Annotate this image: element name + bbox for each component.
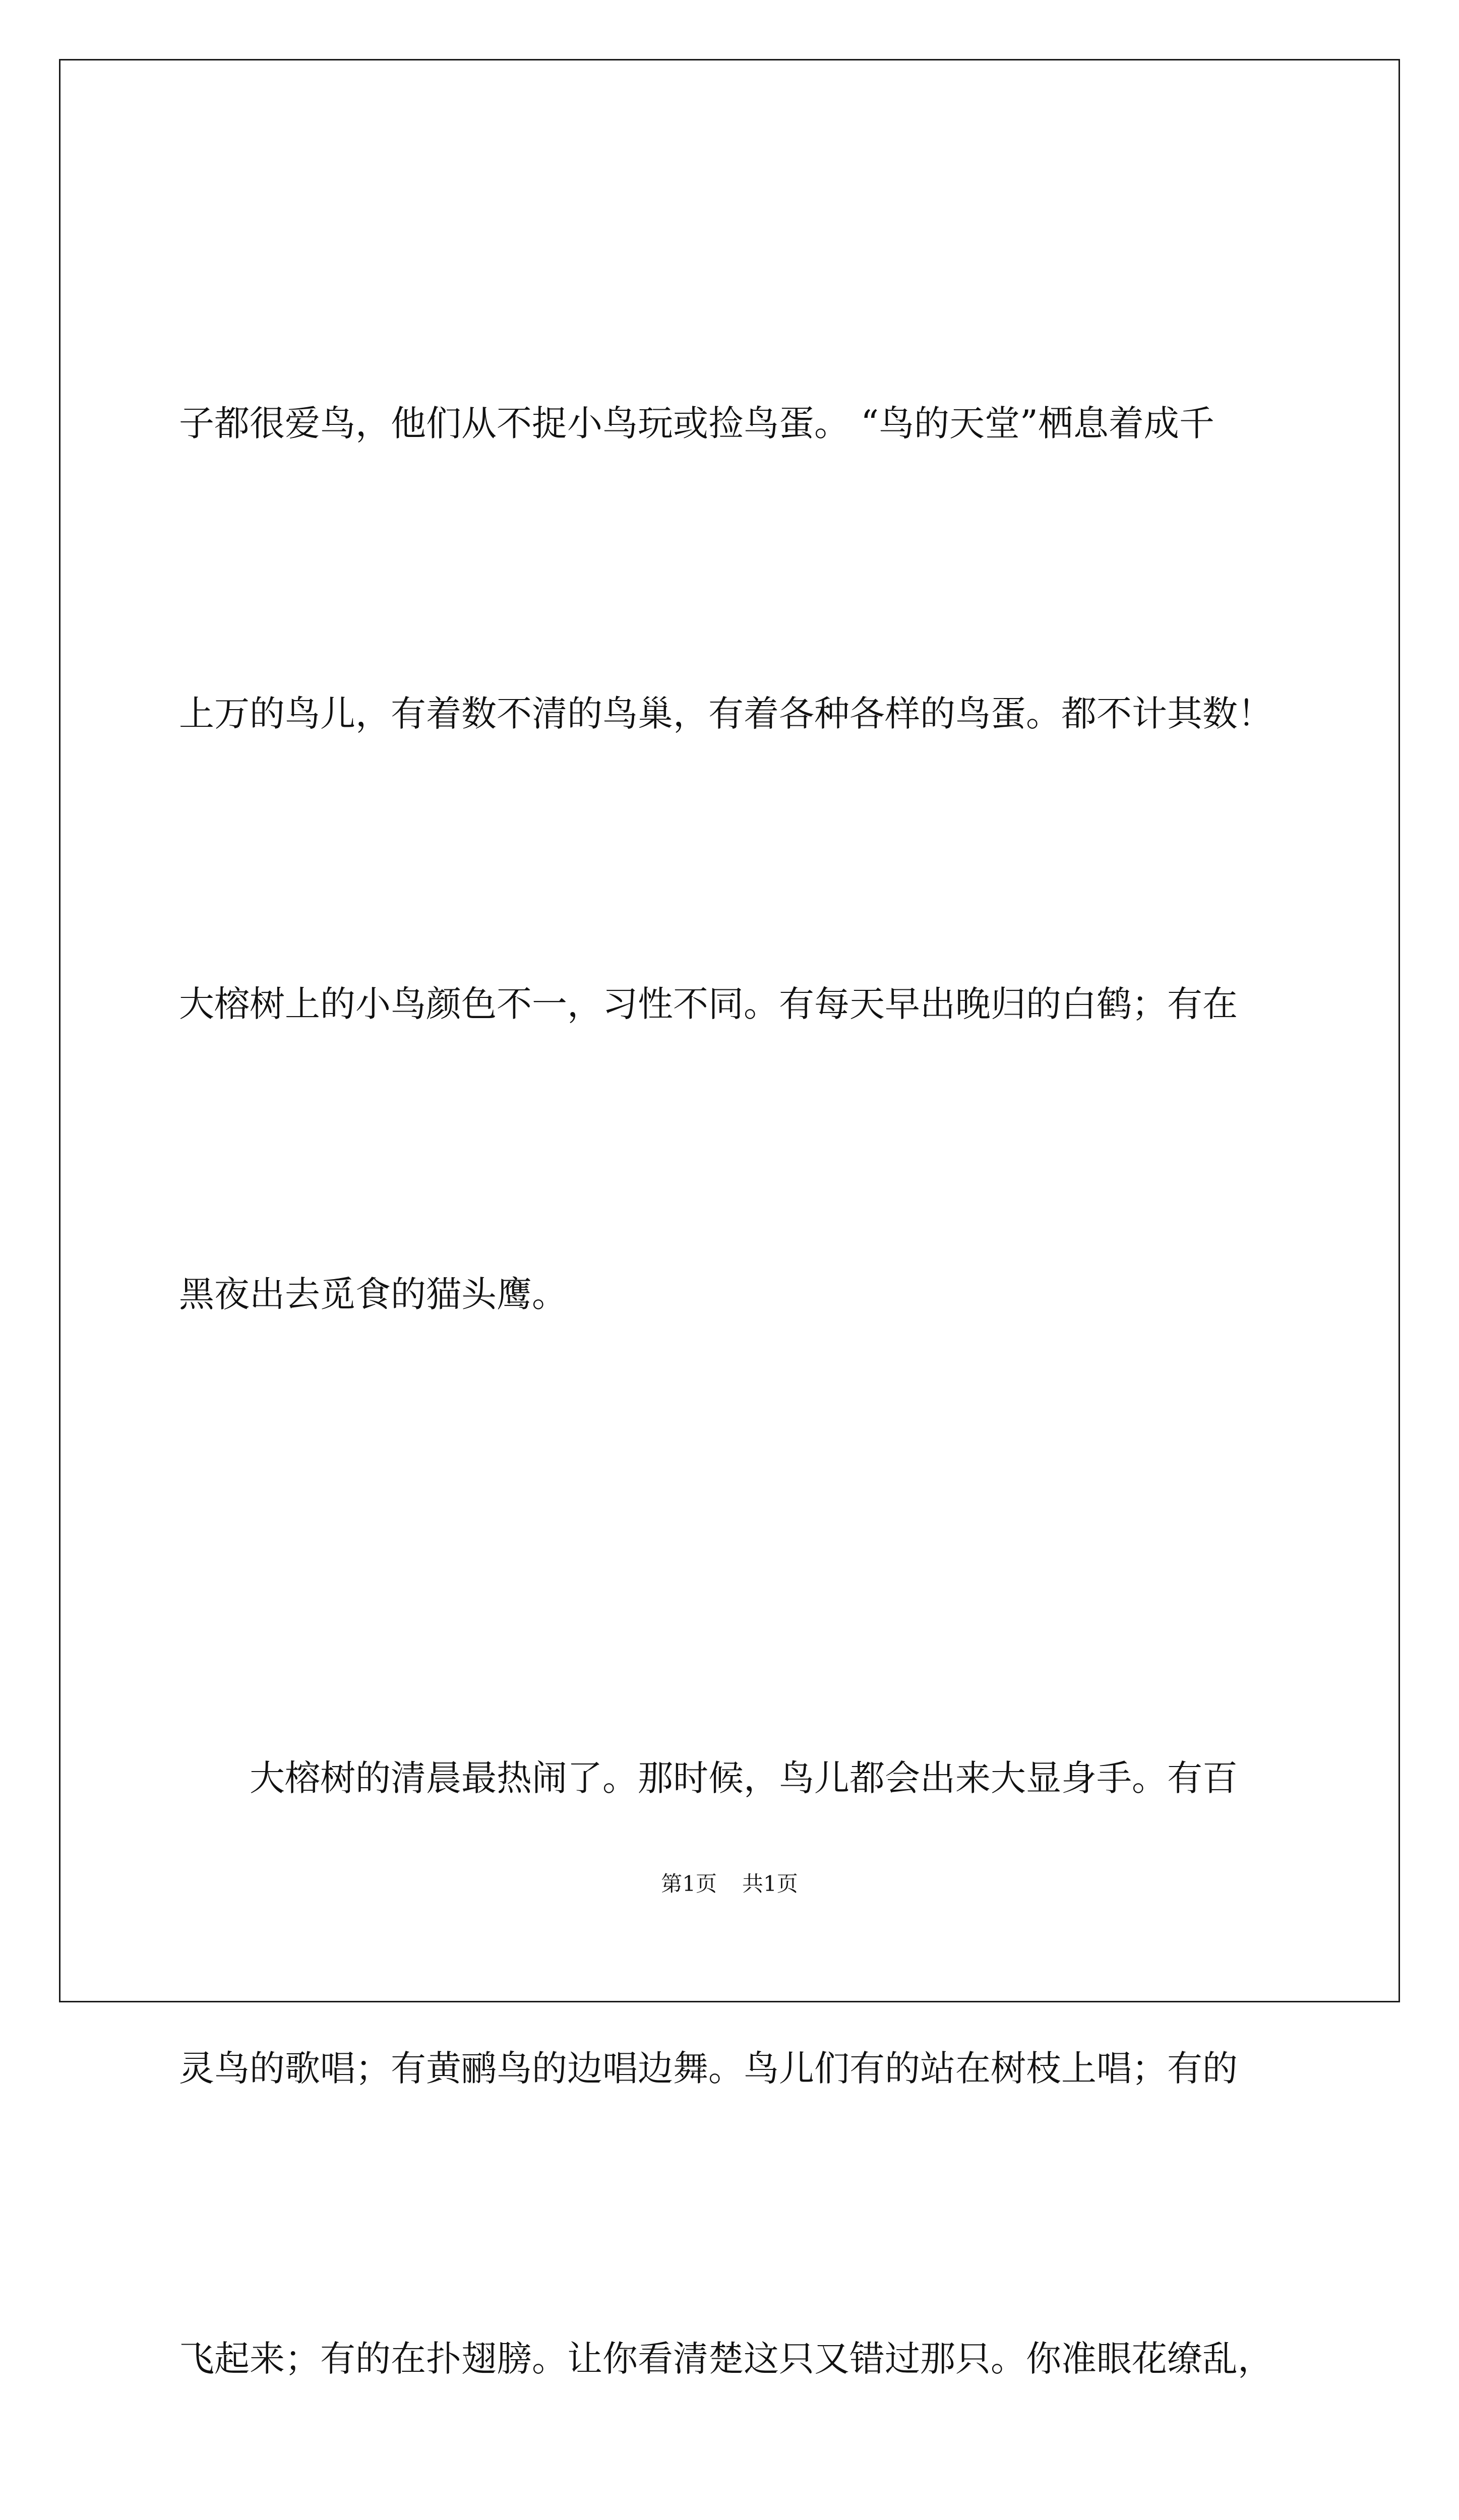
text-line: 上万的鸟儿，有着数不清的鸟巢，有着各种各样的鸟蛋。都不计其数！	[179, 693, 1273, 734]
text-line: 飞起来；有的在扑翅膀。让你看清楚这只又错过那只。你准眼花缭乱，	[179, 2338, 1273, 2379]
document-body	[179, 181, 1283, 2520]
paragraph-2	[179, 1536, 1283, 2520]
page-number: 第1页	[661, 1871, 717, 1896]
paragraph-1	[179, 181, 1283, 1536]
page-footer	[0, 1869, 1459, 1899]
text-line: 灵鸟的歌唱；有黄鹂鸟的边唱边舞。鸟儿们有的站在树枝上唱；有的	[179, 2048, 1238, 2089]
page-total: 共1页	[742, 1871, 798, 1896]
text-line: 大榕树的清晨最热闹了。那时候，鸟儿都会出来大显身手。有百	[250, 1757, 1238, 1799]
text-line: 大榕树上的小鸟颜色不一，习性不同。有每天早出晚归的白鹤；有在	[179, 983, 1238, 1025]
text-line: 子都很爱鸟，他们从不捉小鸟玩或捡鸟蛋。 “鸟的天堂”栖息着成千	[179, 403, 1214, 444]
text-line: 黑夜出去觅食的猫头鹰。	[179, 1274, 567, 1315]
